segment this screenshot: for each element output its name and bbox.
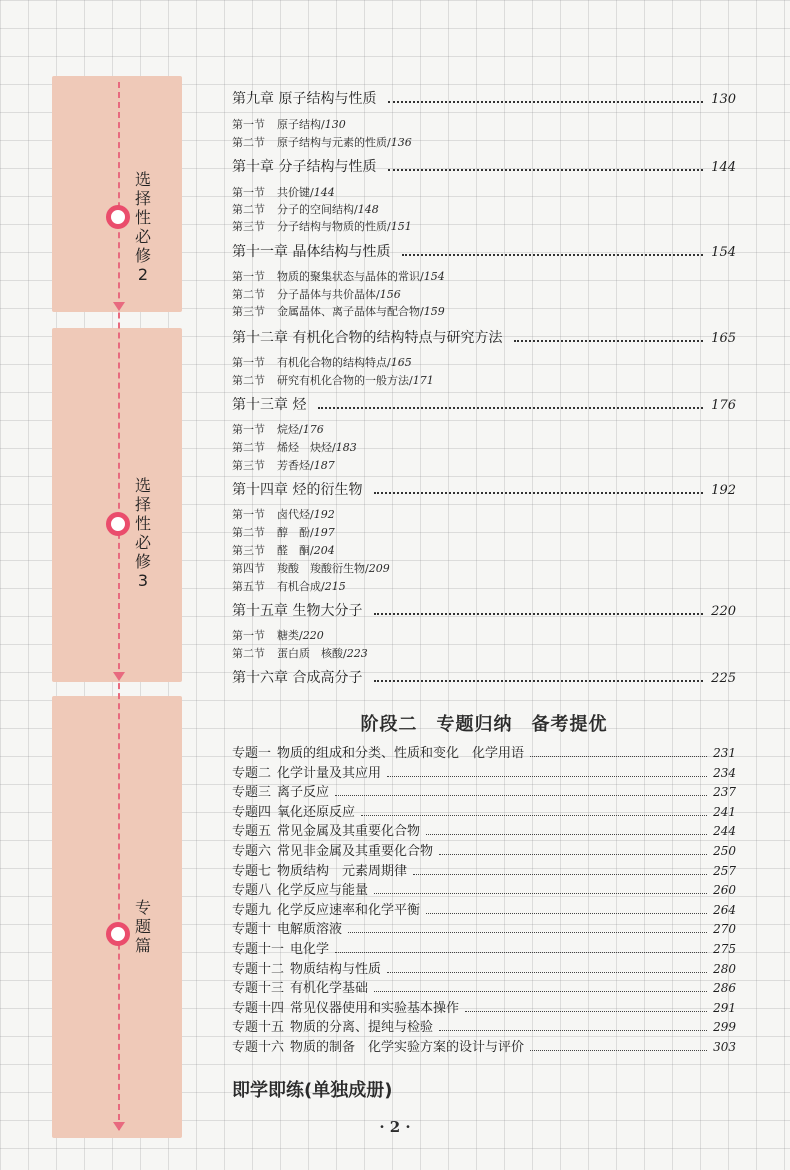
- dot-leader: [348, 932, 707, 933]
- toc-topic[interactable]: [232, 801, 736, 820]
- dot-leader: [374, 893, 707, 894]
- dot-leader: [439, 854, 707, 855]
- sidebar-label-topics: [134, 898, 152, 955]
- topic-title: 化学反应与能量: [277, 883, 369, 899]
- section-title: 原子结构与元素的性质/: [277, 136, 391, 149]
- section-page: 220: [302, 629, 324, 642]
- arrow-down-icon: [113, 672, 125, 681]
- topic-page: 231: [713, 746, 736, 760]
- topic-label: 专题九: [232, 902, 272, 918]
- dot-leader: [426, 834, 707, 835]
- toc-section[interactable]: [232, 506, 736, 522]
- topic-page: 260: [713, 883, 736, 898]
- section-page: 165: [390, 356, 412, 369]
- section-title: 醛 酮/: [277, 544, 314, 557]
- topic-label: 专题一: [232, 746, 272, 761]
- section-label: 第二节: [232, 288, 265, 301]
- section-panel-topics: [52, 696, 182, 1138]
- section-title: 有机化合物的结构特点/: [277, 356, 391, 369]
- toc-topic[interactable]: [232, 918, 736, 937]
- dot-leader: [335, 795, 707, 796]
- toc-section[interactable]: [232, 354, 736, 370]
- section-label: 第二节: [232, 136, 265, 149]
- timeline-dot-icon: [106, 205, 130, 229]
- section-label: 第一节: [232, 423, 265, 436]
- toc-section[interactable]: [232, 645, 736, 661]
- toc-section[interactable]: [232, 201, 736, 217]
- timeline-dot-icon: [106, 512, 130, 536]
- section-label: 第一节: [232, 356, 265, 369]
- toc-section[interactable]: [232, 524, 736, 540]
- toc-topic[interactable]: [232, 781, 736, 800]
- topic-label: 专题七: [232, 863, 272, 879]
- topic-page: 244: [713, 824, 736, 839]
- topic-label: 专题五: [232, 824, 272, 840]
- toc-chapter[interactable]: [232, 667, 736, 687]
- dot-leader: [426, 913, 707, 914]
- section-title: 分子的空间结构/: [277, 203, 358, 216]
- toc-topic[interactable]: [232, 860, 736, 879]
- chapter-title: 第十二章 有机化合物的结构特点与研究方法: [232, 330, 503, 346]
- toc-section[interactable]: [232, 578, 736, 594]
- topic-label: 专题十五: [232, 1020, 285, 1036]
- section-title: 原子结构/: [277, 118, 325, 131]
- toc-section[interactable]: [232, 303, 736, 319]
- chapter-page: 176: [711, 398, 736, 413]
- topic-title: 离子反应: [277, 785, 330, 801]
- section-page: 156: [379, 288, 401, 301]
- section-title: 物质的聚集状态与晶体的常识/: [277, 270, 424, 283]
- toc-section[interactable]: [232, 627, 736, 643]
- topic-title: 氧化还原反应: [277, 804, 356, 820]
- section-page: 176: [302, 423, 324, 436]
- chapter-page: 192: [711, 483, 736, 498]
- section-page: 209: [368, 562, 390, 575]
- toc-section[interactable]: [232, 421, 736, 437]
- topic-title: 物质的组成和分类、性质和变化 化学用语: [277, 746, 525, 761]
- section-label: 第一节: [232, 629, 265, 642]
- section-page: 136: [390, 136, 412, 149]
- toc-section[interactable]: [232, 286, 736, 302]
- topic-label: 专题十一: [232, 942, 285, 957]
- topic-label: 专题十四: [232, 1000, 285, 1016]
- toc-topic[interactable]: [232, 820, 736, 839]
- toc-topic[interactable]: [232, 938, 736, 957]
- sidebar-label-text: 选择性必修: [134, 476, 151, 571]
- topic-title: 常见仪器使用和实验基本操作: [290, 1000, 460, 1016]
- section-label: 第二节: [232, 203, 265, 216]
- section-page: 192: [313, 508, 335, 521]
- section-label: 第二节: [232, 441, 265, 454]
- toc-section[interactable]: [232, 439, 736, 455]
- topic-title: 物质的制备 化学实验方案的设计与评价: [290, 1040, 525, 1055]
- topic-page: 241: [713, 804, 736, 819]
- topic-title: 电解质溶液: [277, 922, 343, 938]
- section-title: 有机合成/: [277, 580, 325, 593]
- topic-title: 物质结构 元素周期律: [277, 863, 408, 879]
- section-title: 醇 酚/: [277, 526, 314, 539]
- sidebar-label-text: 选择性必修: [134, 170, 151, 265]
- dot-leader: [530, 1050, 707, 1051]
- arrow-down-icon: [113, 302, 125, 311]
- toc-topic[interactable]: [232, 1016, 736, 1035]
- topic-label: 专题十六: [232, 1040, 285, 1055]
- toc-topic[interactable]: [232, 742, 736, 761]
- section-page: 154: [423, 270, 445, 283]
- toc-topic[interactable]: [232, 879, 736, 898]
- topic-title: 化学计量及其应用: [277, 765, 382, 781]
- topic-title: 物质结构与性质: [290, 961, 382, 977]
- section-page: 187: [313, 459, 335, 472]
- section-label: 第三节: [232, 220, 265, 233]
- section-panel-elective-2: [52, 76, 182, 312]
- section-label: 第三节: [232, 459, 265, 472]
- chapter-page: 144: [711, 160, 736, 175]
- section-page: 151: [390, 220, 412, 233]
- section-title: 羧酸 羧酸衍生物/: [277, 562, 369, 575]
- section-title: 分子晶体与共价晶体/: [277, 288, 380, 301]
- chapter-title: 第十章 分子结构与性质: [232, 159, 377, 175]
- section-page: 171: [412, 374, 434, 387]
- topic-label: 专题四: [232, 804, 272, 820]
- topic-page: 237: [713, 785, 736, 800]
- topic-title: 电化学: [290, 942, 330, 957]
- toc-section[interactable]: [232, 134, 736, 150]
- sidebar-label-number: 3: [137, 571, 149, 590]
- chapter-title: 第十六章 合成高分子: [232, 670, 363, 686]
- chapter-title: 第十四章 烃的衍生物: [232, 482, 363, 498]
- dot-leader: [335, 952, 707, 953]
- practice-booklet-title: 即学即练(单独成册): [232, 1080, 393, 1101]
- toc-chapter[interactable]: [232, 241, 736, 261]
- chapter-title: 第九章 原子结构与性质: [232, 91, 377, 107]
- section-page: 223: [346, 647, 368, 660]
- section-label: 第二节: [232, 374, 265, 387]
- toc-topic[interactable]: [232, 840, 736, 859]
- toc-section[interactable]: [232, 457, 736, 473]
- section-label: 第一节: [232, 186, 265, 199]
- section-page: 144: [313, 186, 335, 199]
- topic-page: 264: [713, 902, 736, 917]
- dot-leader: [387, 776, 707, 777]
- dot-leader: [439, 1030, 707, 1031]
- dot-leader: [465, 1011, 707, 1012]
- chapter-page: 130: [711, 92, 736, 107]
- section-label: 第一节: [232, 508, 265, 521]
- topic-title: 常见金属及其重要化合物: [277, 824, 421, 840]
- toc-section[interactable]: [232, 116, 736, 132]
- sidebar-label-elective-3: [134, 476, 152, 590]
- chapter-title: 第十五章 生物大分子: [232, 603, 363, 619]
- section-title: 研究有机化合物的一般方法/: [277, 374, 413, 387]
- chapter-title: 第十一章 晶体结构与性质: [232, 244, 391, 260]
- section-page: 204: [313, 544, 335, 557]
- topic-page: 257: [713, 863, 736, 878]
- section-label: 第四节: [232, 562, 265, 575]
- toc-chapter[interactable]: [232, 156, 736, 176]
- topic-label: 专题三: [232, 785, 272, 801]
- topic-page: 291: [713, 1000, 736, 1015]
- section-page: 197: [313, 526, 335, 539]
- topic-label: 专题八: [232, 883, 272, 899]
- section-title: 卤代烃/: [277, 508, 314, 521]
- dot-leader: [374, 991, 707, 992]
- toc-section[interactable]: [232, 560, 736, 576]
- topic-page: 299: [713, 1020, 736, 1035]
- chapter-page: 220: [711, 604, 736, 619]
- section-page: 159: [423, 305, 445, 318]
- toc-topic[interactable]: [232, 997, 736, 1016]
- topic-label: 专题六: [232, 844, 272, 859]
- timeline-dot-icon: [106, 922, 130, 946]
- toc-section[interactable]: [232, 372, 736, 388]
- section-title: 糖类/: [277, 629, 303, 642]
- topic-page: 250: [713, 844, 736, 858]
- section-panel-elective-3: [52, 328, 182, 682]
- chapter-page: 154: [711, 245, 736, 260]
- dot-leader: [530, 756, 707, 757]
- section-label: 第三节: [232, 544, 265, 557]
- toc-topic[interactable]: [232, 958, 736, 977]
- stage-title: 阶段二 专题归纳 备考提优: [360, 714, 608, 735]
- section-page: 130: [324, 118, 346, 131]
- topic-page: 275: [713, 942, 736, 956]
- topic-page: 280: [713, 961, 736, 976]
- sidebar-label-text: 专题篇: [134, 898, 151, 955]
- timeline-dashed-line: [118, 82, 120, 1130]
- section-label: 第五节: [232, 580, 265, 593]
- toc-section[interactable]: [232, 218, 736, 234]
- topic-title: 有机化学基础: [290, 981, 369, 997]
- chapter-title: 第十三章 烃: [232, 397, 307, 413]
- dot-leader: [361, 815, 707, 816]
- topic-label: 专题十: [232, 922, 272, 938]
- chapter-page: 225: [711, 671, 736, 686]
- section-title: 烯烃 炔烃/: [277, 441, 336, 454]
- toc-section[interactable]: [232, 542, 736, 558]
- topic-title: 物质的分离、提纯与检验: [290, 1020, 434, 1036]
- toc-chapter[interactable]: [232, 327, 736, 347]
- topic-page: 234: [713, 765, 736, 780]
- section-label: 第三节: [232, 305, 265, 318]
- section-title: 芳香烃/: [277, 459, 314, 472]
- topic-page: 270: [713, 922, 736, 937]
- topic-label: 专题十二: [232, 961, 285, 977]
- section-page: 148: [357, 203, 379, 216]
- topic-page: 286: [713, 981, 736, 996]
- chapter-page: 165: [711, 331, 736, 346]
- toc-section[interactable]: [232, 268, 736, 284]
- section-title: 共价键/: [277, 186, 314, 199]
- section-label: 第二节: [232, 647, 265, 660]
- toc-topic[interactable]: [232, 977, 736, 996]
- toc-topic[interactable]: [232, 1036, 736, 1055]
- toc-chapter[interactable]: [232, 88, 736, 108]
- toc-chapter[interactable]: [232, 600, 736, 620]
- dot-leader: [387, 972, 707, 973]
- section-title: 金属晶体、离子晶体与配合物/: [277, 305, 424, 318]
- section-title: 蛋白质 核酸/: [277, 647, 347, 660]
- toc-section[interactable]: [232, 184, 736, 200]
- section-label: 第一节: [232, 118, 265, 131]
- toc-topic[interactable]: [232, 762, 736, 781]
- dot-leader: [413, 874, 707, 875]
- section-title: 烷烃/: [277, 423, 303, 436]
- section-page: 215: [324, 580, 346, 593]
- section-label: 第二节: [232, 526, 265, 539]
- toc-chapter[interactable]: [232, 394, 736, 414]
- section-page: 183: [335, 441, 357, 454]
- sidebar-label-elective-2: [134, 170, 152, 284]
- topic-page: 303: [713, 1040, 736, 1054]
- section-label: 第一节: [232, 270, 265, 283]
- topic-label: 专题二: [232, 765, 272, 781]
- toc-chapter[interactable]: [232, 479, 736, 499]
- sidebar-label-number: 2: [137, 265, 149, 284]
- section-title: 分子结构与物质的性质/: [277, 220, 391, 233]
- topic-title: 化学反应速率和化学平衡: [277, 902, 421, 918]
- toc-topic[interactable]: [232, 899, 736, 918]
- page-number: · 2 ·: [379, 1118, 411, 1136]
- topic-label: 专题十三: [232, 981, 285, 997]
- topic-title: 常见非金属及其重要化合物: [277, 844, 434, 859]
